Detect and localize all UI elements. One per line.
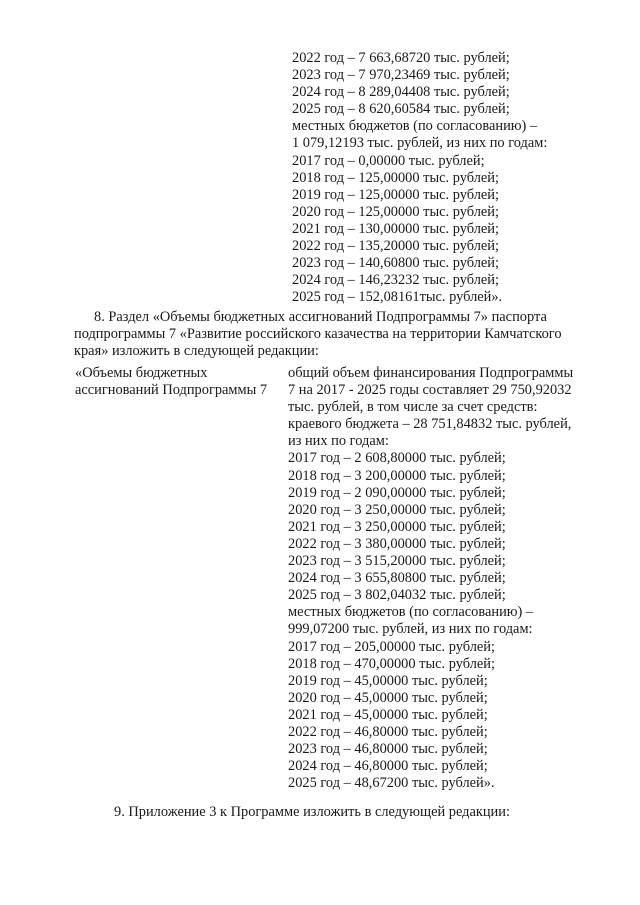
text-line: 2020 год – 45,00000 тыс. рублей; — [288, 689, 488, 706]
text-line: 2017 год – 2 608,80000 тыс. рублей; — [288, 450, 506, 467]
text-line: края» изложить в следующей редакции: — [74, 343, 319, 360]
funding-years-list-continued — [292, 50, 547, 306]
text-line: 2023 год – 7 970,23469 тыс. рублей; — [292, 67, 510, 84]
text-line: 2025 год – 8 620,60584 тыс. рублей; — [292, 101, 510, 118]
text-line: 2021 год – 130,00000 тыс. рублей; — [292, 220, 499, 237]
text-line: 2019 год – 125,00000 тыс. рублей; — [292, 186, 499, 203]
text-line: 9. Приложение 3 к Программе изложить в следующей редакции: — [114, 804, 510, 820]
text-line: 2023 год – 46,80000 тыс. рублей; — [288, 741, 488, 758]
text-line: 2019 год – 45,00000 тыс. рублей; — [288, 672, 488, 689]
text-line: тыс. рублей, в том числе за счет средств: — [288, 399, 538, 416]
passport-row-label — [75, 365, 267, 399]
text-line: 2017 год – 205,00000 тыс. рублей; — [288, 638, 495, 655]
text-line: подпрограммы 7 «Развитие российского казачества на территории Камчатского — [74, 326, 562, 343]
text-line: 2024 год – 8 289,04408 тыс. рублей; — [292, 84, 510, 101]
text-line: 2021 год – 45,00000 тыс. рублей; — [288, 706, 488, 723]
section-9-paragraph — [114, 804, 510, 821]
text-line: 2024 год – 146,23232 тыс. рублей; — [292, 272, 499, 289]
text-line: 2017 год – 0,00000 тыс. рублей; — [292, 152, 485, 169]
text-line: местных бюджетов (по согласованию) – — [292, 118, 538, 135]
text-line: 2023 год – 140,60800 тыс. рублей; — [292, 255, 499, 272]
section-8-paragraph — [74, 309, 608, 360]
text-line: 999,07200 тыс. рублей, из них по годам: — [288, 621, 533, 638]
text-line: 2025 год – 3 802,04032 тыс. рублей; — [288, 587, 506, 604]
text-line: 2020 год – 3 250,00000 тыс. рублей; — [288, 501, 506, 518]
text-line: «Объемы бюджетных — [75, 365, 208, 381]
text-line: 2018 год – 470,00000 тыс. рублей; — [288, 655, 495, 672]
text-line: общий объем финансирования Подпрограммы — [288, 365, 574, 381]
text-line: 2019 год – 2 090,00000 тыс. рублей; — [288, 484, 506, 501]
text-line: 2022 год – 3 380,00000 тыс. рублей; — [288, 535, 506, 552]
text-line: 2024 год – 46,80000 тыс. рублей; — [288, 758, 488, 775]
text-line: 2025 год – 48,67200 тыс. рублей». — [288, 775, 495, 792]
passport-row-value — [288, 365, 573, 792]
text-line: 8. Раздел «Объемы бюджетных ассигнований Подпрограммы 7» паспорта — [94, 309, 547, 325]
text-line: из них по годам: — [288, 433, 389, 450]
text-line: 2023 год – 3 515,20000 тыс. рублей; — [288, 553, 506, 570]
text-line: 2022 год – 46,80000 тыс. рублей; — [288, 723, 488, 740]
text-line: 2018 год – 125,00000 тыс. рублей; — [292, 169, 499, 186]
text-line: 2021 год – 3 250,00000 тыс. рублей; — [288, 518, 506, 535]
text-line: 2022 год – 7 663,68720 тыс. рублей; — [292, 50, 510, 66]
text-line: 2018 год – 3 200,00000 тыс. рублей; — [288, 467, 506, 484]
text-line: краевого бюджета – 28 751,84832 тыс. рублей, — [288, 416, 572, 433]
text-line: 1 079,12193 тыс. рублей, из них по годам: — [292, 135, 548, 152]
text-line: ассигнований Подпрограммы 7 — [75, 382, 268, 399]
text-line: 2020 год – 125,00000 тыс. рублей; — [292, 203, 499, 220]
text-line: 2025 год – 152,08161тыс. рублей». — [292, 289, 503, 306]
text-line: 2022 год – 135,20000 тыс. рублей; — [292, 238, 499, 255]
text-line: местных бюджетов (по согласованию) – — [288, 604, 534, 621]
text-line: 2024 год – 3 655,80800 тыс. рублей; — [288, 570, 506, 587]
text-line: 7 на 2017 - 2025 годы составляет 29 750,92032 — [288, 382, 572, 399]
